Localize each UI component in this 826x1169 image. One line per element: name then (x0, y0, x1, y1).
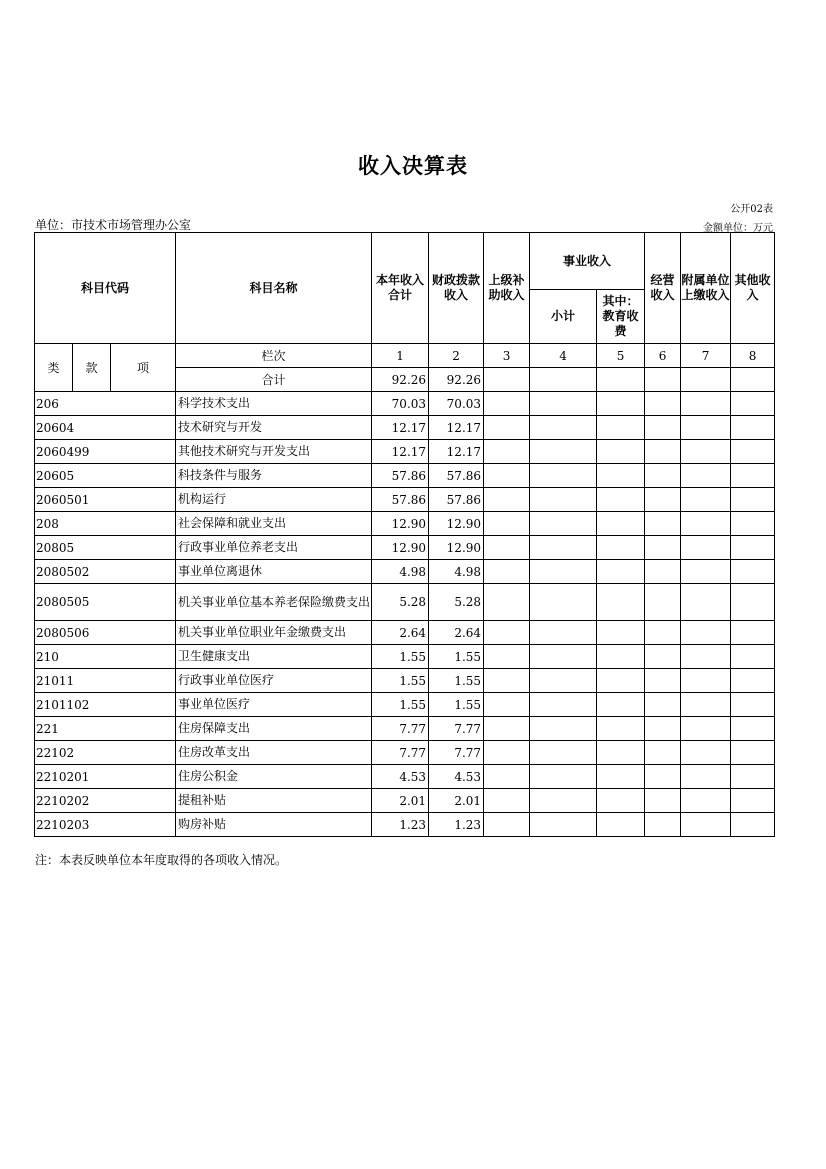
empty-cell (681, 645, 731, 669)
row-name: 科学技术支出 (176, 392, 372, 416)
empty-cell (530, 669, 597, 693)
empty-cell (597, 741, 645, 765)
empty-cell (681, 765, 731, 789)
empty-cell (597, 512, 645, 536)
empty-cell (530, 693, 597, 717)
empty-cell (484, 488, 530, 512)
empty-cell (484, 765, 530, 789)
table-row (35, 464, 775, 488)
lanci-row (35, 344, 775, 368)
empty-cell (484, 717, 530, 741)
empty-cell (530, 765, 597, 789)
empty-cell (484, 440, 530, 464)
row-total: 2.01 (372, 789, 429, 813)
row-fiscal: 12.90 (429, 512, 484, 536)
row-total: 4.53 (372, 765, 429, 789)
row-code: 20605 (35, 464, 176, 488)
row-fiscal: 1.55 (429, 693, 484, 717)
empty-cell (597, 621, 645, 645)
row-fiscal: 12.17 (429, 416, 484, 440)
header-edu: 其中：教育收费 (597, 290, 645, 344)
header-total: 本年收入合计 (372, 233, 429, 344)
empty-cell (681, 789, 731, 813)
empty-cell (597, 560, 645, 584)
empty-cell (484, 464, 530, 488)
empty-cell (597, 536, 645, 560)
empty-cell (681, 717, 731, 741)
empty-cell (484, 392, 530, 416)
empty-cell (597, 717, 645, 741)
row-name: 购房补贴 (176, 813, 372, 837)
empty-cell (731, 717, 775, 741)
row-code: 20604 (35, 416, 176, 440)
empty-cell (597, 765, 645, 789)
empty-cell (597, 392, 645, 416)
empty-cell (530, 621, 597, 645)
row-fiscal: 12.90 (429, 536, 484, 560)
row-name: 住房公积金 (176, 765, 372, 789)
empty-cell (645, 584, 681, 621)
row-name: 事业单位医疗 (176, 693, 372, 717)
row-code: 208 (35, 512, 176, 536)
row-total: 12.17 (372, 440, 429, 464)
empty-cell (731, 560, 775, 584)
empty-cell (731, 765, 775, 789)
empty-cell (731, 693, 775, 717)
row-total: 12.90 (372, 536, 429, 560)
header-code: 科目代码 (35, 233, 176, 344)
empty-cell (731, 584, 775, 621)
empty-cell (681, 584, 731, 621)
empty-cell (731, 645, 775, 669)
table-row (35, 669, 775, 693)
row-code: 22102 (35, 741, 176, 765)
empty-cell (731, 813, 775, 837)
empty-cell (597, 584, 645, 621)
col-num: 5 (597, 344, 645, 368)
header-fiscal: 财政拨款收入 (429, 233, 484, 344)
table-row (35, 621, 775, 645)
empty-cell (484, 669, 530, 693)
row-name: 行政事业单位医疗 (176, 669, 372, 693)
row-code: 2210201 (35, 765, 176, 789)
col-num: 1 (372, 344, 429, 368)
empty-cell (731, 440, 775, 464)
empty-cell (645, 392, 681, 416)
row-total: 7.77 (372, 717, 429, 741)
form-number: 公开02表 (730, 204, 773, 215)
table-row (35, 440, 775, 464)
empty-cell (681, 693, 731, 717)
empty-cell (484, 693, 530, 717)
empty-cell (645, 789, 681, 813)
row-code: 21011 (35, 669, 176, 693)
empty-cell (645, 416, 681, 440)
row-code: 210 (35, 645, 176, 669)
row-fiscal: 7.77 (429, 741, 484, 765)
col-num: 6 (645, 344, 681, 368)
empty-cell (484, 536, 530, 560)
row-total: 1.55 (372, 669, 429, 693)
unit-label: 单位：市技术市场管理办公室 (35, 218, 192, 232)
empty-cell (530, 741, 597, 765)
row-code: 2101102 (35, 693, 176, 717)
empty-cell (530, 464, 597, 488)
empty-cell (731, 669, 775, 693)
header-affiliated: 附属单位上缴收入 (681, 233, 731, 344)
empty-cell (530, 416, 597, 440)
row-code: 2210203 (35, 813, 176, 837)
header-superior: 上级补助收入 (484, 233, 530, 344)
empty-cell (681, 440, 731, 464)
empty-cell (645, 488, 681, 512)
empty-cell (597, 669, 645, 693)
table-row (35, 416, 775, 440)
row-code: 206 (35, 392, 176, 416)
row-name: 住房改革支出 (176, 741, 372, 765)
row-code: 2080502 (35, 560, 176, 584)
row-total: 57.86 (372, 488, 429, 512)
table-row (35, 741, 775, 765)
empty-cell (597, 645, 645, 669)
money-unit-label: 金额单位：万元 (703, 223, 773, 234)
table-row (35, 560, 775, 584)
income-table (34, 232, 775, 837)
empty-cell (645, 464, 681, 488)
empty-cell (731, 536, 775, 560)
total-fiscal-value: 92.26 (429, 368, 484, 392)
empty-cell (530, 392, 597, 416)
row-fiscal: 1.23 (429, 813, 484, 837)
row-name: 卫生健康支出 (176, 645, 372, 669)
header-xiang: 项 (111, 344, 176, 392)
row-total: 5.28 (372, 584, 429, 621)
row-name: 事业单位离退休 (176, 560, 372, 584)
page-title: 收入决算表 (358, 154, 468, 178)
table-row (35, 392, 775, 416)
empty-cell (484, 741, 530, 765)
col-num: 2 (429, 344, 484, 368)
row-name: 提租补贴 (176, 789, 372, 813)
empty-cell (530, 536, 597, 560)
empty-cell (731, 621, 775, 645)
row-fiscal: 4.53 (429, 765, 484, 789)
row-fiscal: 70.03 (429, 392, 484, 416)
row-name: 机构运行 (176, 488, 372, 512)
empty-cell (681, 488, 731, 512)
row-total: 1.23 (372, 813, 429, 837)
header-lanci: 栏次 (176, 344, 372, 368)
row-fiscal: 1.55 (429, 645, 484, 669)
table-row (35, 512, 775, 536)
row-total: 57.86 (372, 464, 429, 488)
footnote: 注：本表反映单位本年度取得的各项收入情况。 (35, 853, 288, 867)
empty-cell (530, 813, 597, 837)
row-total: 1.55 (372, 693, 429, 717)
empty-cell (645, 621, 681, 645)
empty-cell (681, 669, 731, 693)
empty-cell (731, 392, 775, 416)
empty-cell (530, 440, 597, 464)
empty-cell (645, 536, 681, 560)
empty-cell (484, 813, 530, 837)
row-name: 住房保障支出 (176, 717, 372, 741)
empty-cell (681, 621, 731, 645)
empty-cell (484, 512, 530, 536)
table-row (35, 488, 775, 512)
empty-cell (681, 464, 731, 488)
empty-cell (597, 464, 645, 488)
row-total: 12.17 (372, 416, 429, 440)
empty-cell (645, 717, 681, 741)
empty-cell (731, 464, 775, 488)
total-value: 92.26 (372, 368, 429, 392)
header-other: 其他收入 (731, 233, 775, 344)
table-row (35, 765, 775, 789)
row-name: 技术研究与开发 (176, 416, 372, 440)
header-kuan: 款 (73, 344, 111, 392)
empty-cell (731, 416, 775, 440)
empty-cell (530, 645, 597, 669)
table-row (35, 584, 775, 621)
header-operating: 经营收入 (645, 233, 681, 344)
row-total: 1.55 (372, 645, 429, 669)
empty-cell (484, 789, 530, 813)
empty-cell (530, 789, 597, 813)
empty-cell (645, 560, 681, 584)
empty-cell (645, 645, 681, 669)
empty-cell (681, 560, 731, 584)
empty-cell (597, 693, 645, 717)
row-total: 12.90 (372, 512, 429, 536)
row-fiscal: 7.77 (429, 717, 484, 741)
header-subtotal: 小计 (530, 290, 597, 344)
empty-cell (530, 488, 597, 512)
empty-cell (597, 789, 645, 813)
empty-cell (645, 813, 681, 837)
empty-cell (484, 560, 530, 584)
row-code: 2080505 (35, 584, 176, 621)
empty-cell (681, 512, 731, 536)
total-label: 合计 (176, 368, 372, 392)
empty-cell (645, 741, 681, 765)
col-num: 4 (530, 344, 597, 368)
header-business: 事业收入 (530, 233, 645, 290)
col-num: 7 (681, 344, 731, 368)
empty-cell (681, 741, 731, 765)
table-row (35, 645, 775, 669)
empty-cell (645, 440, 681, 464)
row-name: 社会保障和就业支出 (176, 512, 372, 536)
row-name: 科技条件与服务 (176, 464, 372, 488)
header-name: 科目名称 (176, 233, 372, 344)
empty-cell (645, 693, 681, 717)
empty-cell (731, 512, 775, 536)
row-name: 机关事业单位基本养老保险缴费支出 (176, 584, 372, 621)
empty-cell (731, 488, 775, 512)
empty-cell (681, 813, 731, 837)
row-name: 行政事业单位养老支出 (176, 536, 372, 560)
empty-cell (681, 536, 731, 560)
empty-cell (645, 765, 681, 789)
empty-cell (597, 813, 645, 837)
row-code: 2060499 (35, 440, 176, 464)
row-code: 2080506 (35, 621, 176, 645)
row-total: 2.64 (372, 621, 429, 645)
empty-cell (597, 440, 645, 464)
empty-cell (597, 416, 645, 440)
empty-cell (484, 645, 530, 669)
empty-cell (530, 584, 597, 621)
table-row (35, 717, 775, 741)
row-total: 70.03 (372, 392, 429, 416)
table-row (35, 813, 775, 837)
header-lei: 类 (35, 344, 73, 392)
empty-cell (681, 392, 731, 416)
table-row (35, 693, 775, 717)
empty-cell (530, 560, 597, 584)
row-code: 221 (35, 717, 176, 741)
empty-cell (530, 717, 597, 741)
row-fiscal: 2.01 (429, 789, 484, 813)
empty-cell (731, 741, 775, 765)
empty-cell (484, 621, 530, 645)
col-num: 3 (484, 344, 530, 368)
row-name: 其他技术研究与开发支出 (176, 440, 372, 464)
row-code: 2210202 (35, 789, 176, 813)
row-name: 机关事业单位职业年金缴费支出 (176, 621, 372, 645)
row-fiscal: 4.98 (429, 560, 484, 584)
empty-cell (597, 488, 645, 512)
table-row (35, 789, 775, 813)
empty-cell (731, 789, 775, 813)
row-total: 7.77 (372, 741, 429, 765)
row-code: 2060501 (35, 488, 176, 512)
row-fiscal: 57.86 (429, 488, 484, 512)
table-row (35, 536, 775, 560)
row-fiscal: 1.55 (429, 669, 484, 693)
col-num: 8 (731, 344, 775, 368)
row-fiscal: 2.64 (429, 621, 484, 645)
row-total: 4.98 (372, 560, 429, 584)
row-fiscal: 5.28 (429, 584, 484, 621)
empty-cell (645, 512, 681, 536)
row-code: 20805 (35, 536, 176, 560)
empty-cell (484, 584, 530, 621)
row-fiscal: 57.86 (429, 464, 484, 488)
empty-cell (484, 416, 530, 440)
row-fiscal: 12.17 (429, 440, 484, 464)
empty-cell (681, 416, 731, 440)
empty-cell (645, 669, 681, 693)
empty-cell (530, 512, 597, 536)
